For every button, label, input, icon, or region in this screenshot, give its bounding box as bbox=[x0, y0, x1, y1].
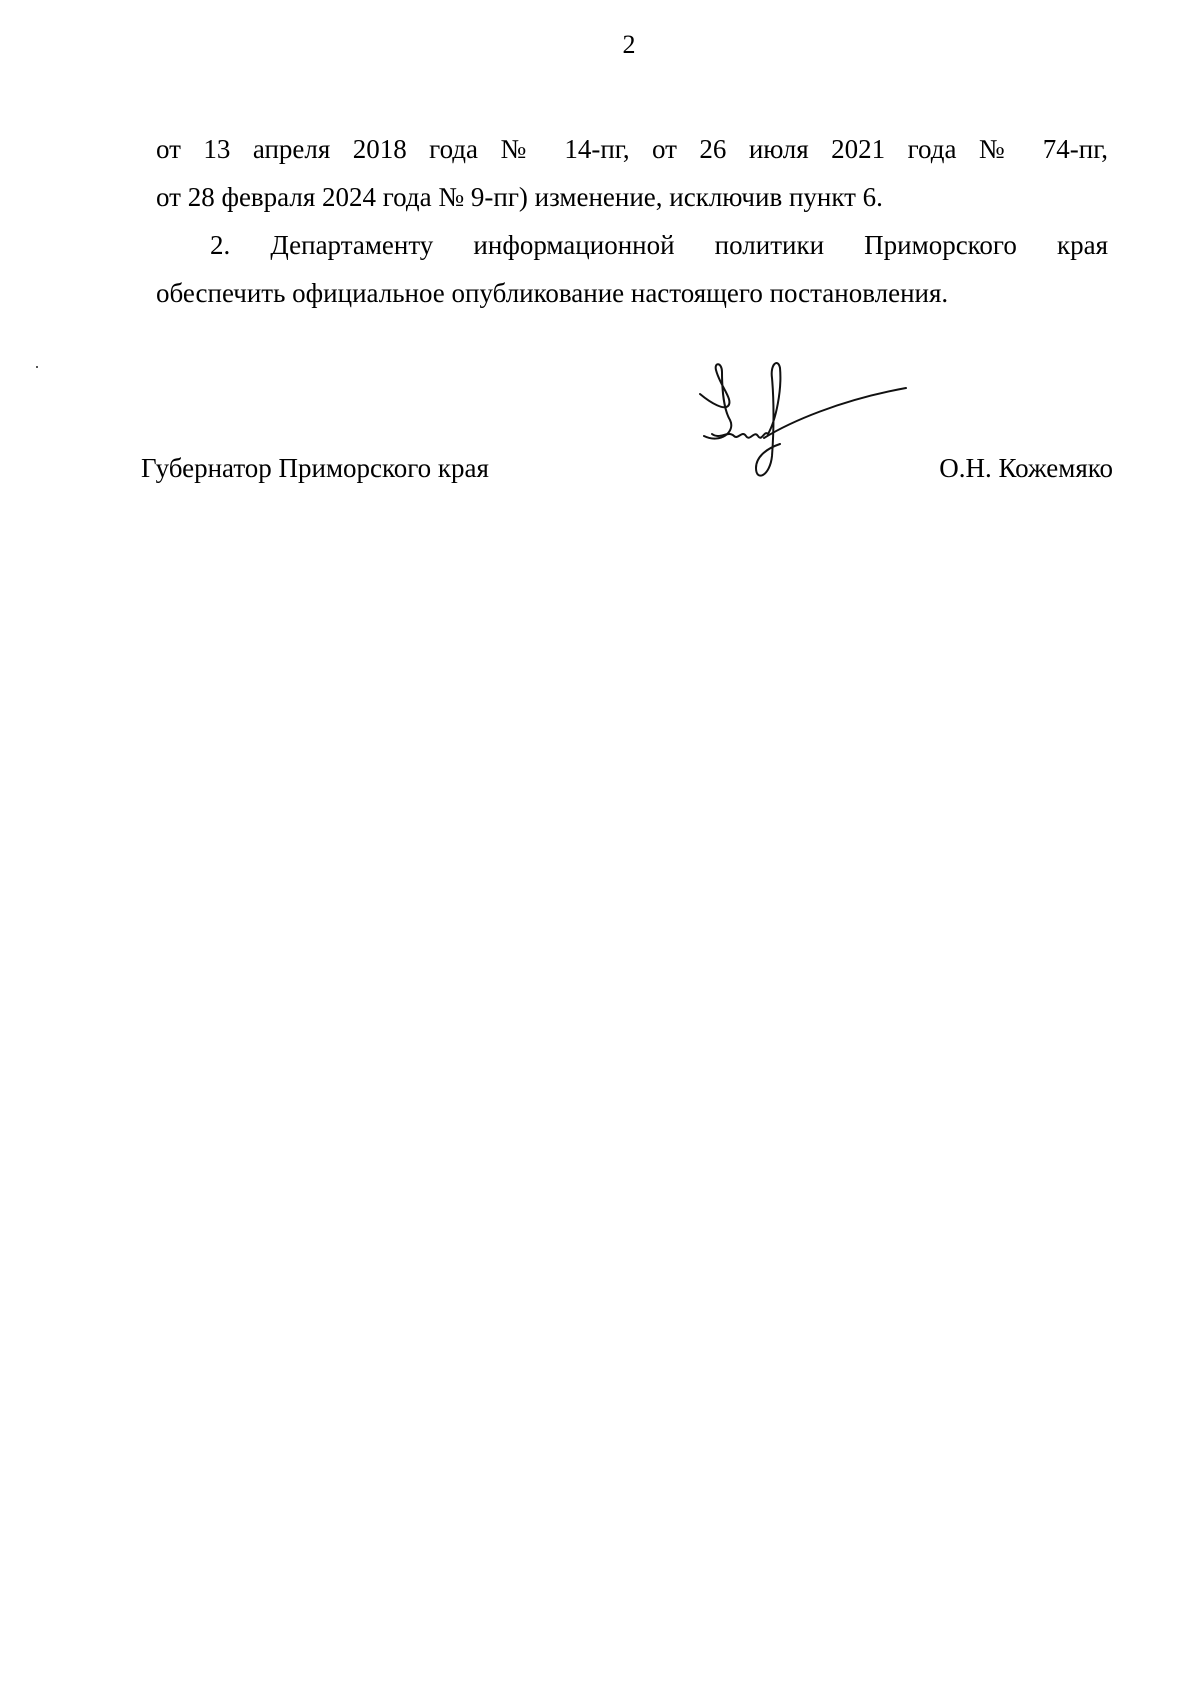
handwritten-signature-icon bbox=[690, 360, 910, 520]
paragraph-amendment-tail bbox=[156, 125, 1108, 221]
paragraph-line: 2. Департаменту информационной политики Приморского края bbox=[210, 230, 1108, 260]
page-number: 2 bbox=[622, 30, 636, 59]
paragraph-line: от 13 апреля 2018 года № 14-пг, от 26 июля 2021 года № 74-пг, bbox=[156, 134, 1108, 164]
signer-title: Губернатор Приморского края bbox=[141, 453, 489, 483]
paragraph-publication-order bbox=[156, 221, 1108, 317]
signer-name: О.Н. Кожемяко bbox=[939, 453, 1113, 483]
paragraph-line: от 28 февраля 2024 года № 9-пг) изменение, исключив пункт 6. bbox=[156, 182, 883, 212]
document-body bbox=[156, 125, 1108, 317]
paragraph-line: обеспечить официальное опубликование настоящего постановления. bbox=[156, 278, 949, 308]
signature-block bbox=[0, 360, 1200, 520]
